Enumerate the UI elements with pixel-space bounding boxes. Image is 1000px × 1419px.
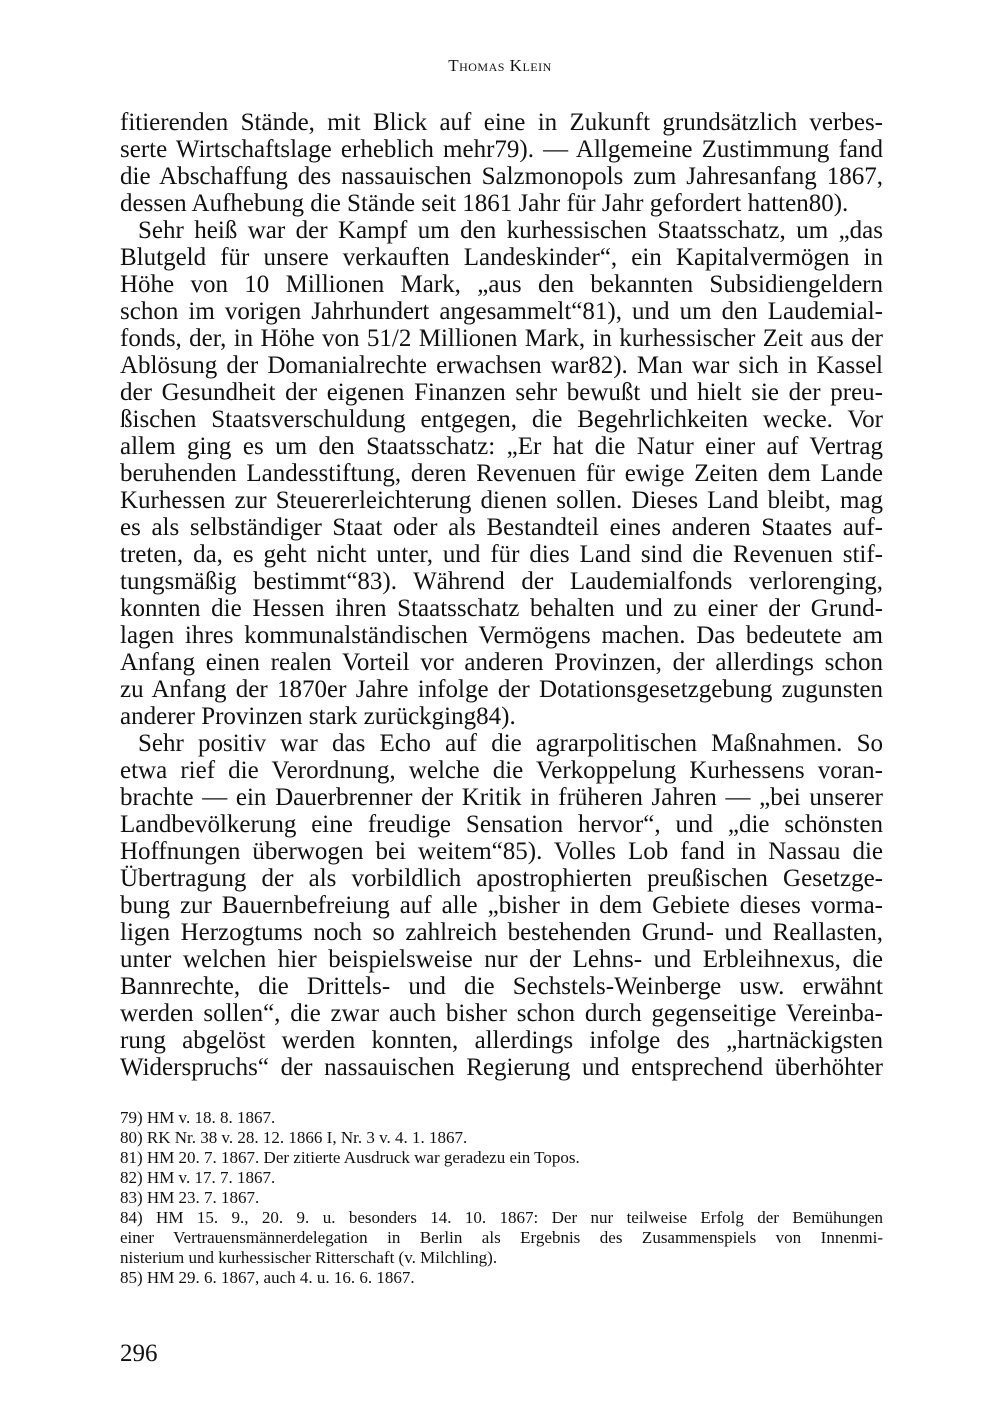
text-line: ßischen Staatsverschuldung entgegen, die Begehrlichkeiten wecke. Vor [120,406,883,433]
footnote-line: 80) RK Nr. 38 v. 28. 12. 1866 I, Nr. 3 v. 4. 1. 1867. [120,1128,468,1147]
text-line: fitierenden Stände, mit Blick auf eine in Zukunft grundsätzlich verbes- [120,109,883,136]
footnote-line: einer Vertrauensmännerdelegation in Berlin als Ergebnis des Zusammenspiels von Innenmi- [120,1228,883,1247]
text-line: Sehr positiv war das Echo auf die agrarpolitischen Maßnahmen. So [138,730,883,757]
footnote-line: 82) HM v. 17. 7. 1867. [120,1168,276,1187]
text-line: werden sollen“, die zwar auch bisher schon durch gegenseitige Vereinba- [120,1000,883,1027]
text-line: ligen Herzogtums noch so zahlreich bestehenden Grund- und Reallasten, [120,919,883,946]
main-text [120,109,883,1081]
text-line: tungsmäßig bestimmt“83). Während der Laudemialfonds verlorenging, [120,568,883,595]
text-line: lagen ihres kommunalständischen Vermögens machen. Das bedeutete am [120,622,883,649]
footnote-line: 81) HM 20. 7. 1867. Der zitierte Ausdruck war geradezu ein Topos. [120,1148,580,1167]
text-line: es als selbständiger Staat oder als Bestandteil eines anderen Staates auf- [120,514,883,541]
text-line: dessen Aufhebung die Stände seit 1861 Jahr für Jahr gefordert hatten80). [120,190,849,217]
text-line: treten, da, es geht nicht unter, und für dies Land sind die Revenuen stif- [120,541,883,568]
running-head: Thomas Klein [448,56,552,75]
text-line: zu Anfang der 1870er Jahre infolge der Dotationsgesetzgebung zugunsten [120,676,883,703]
text-line: konnten die Hessen ihren Staatsschatz behalten und zu einer der Grund- [120,595,883,622]
text-line: der Gesundheit der eigenen Finanzen sehr bewußt und hielt sie der preu- [120,379,883,406]
text-line: allem ging es um den Staatsschatz: „Er hat die Natur einer auf Vertrag [120,433,883,460]
text-line: beruhenden Landesstiftung, deren Revenuen für ewige Zeiten dem Lande [120,460,883,487]
footnotes [120,1108,883,1288]
footnote-line: 83) HM 23. 7. 1867. [120,1188,260,1207]
text-line: Blutgeld für unsere verkauften Landeskinder“, ein Kapitalvermögen in [120,244,883,271]
footnote-line: 84) HM 15. 9., 20. 9. u. besonders 14. 10. 1867: Der nur teilweise Erfolg der Bemühungen [120,1208,883,1227]
text-line: Widerspruchs“ der nassauischen Regierung und entsprechend überhöhter [120,1054,883,1081]
text-line: brachte — ein Dauerbrenner der Kritik in früheren Jahren — „bei unserer [120,784,883,811]
text-line: schon im vorigen Jahrhundert angesammelt“81), und um den Laudemial- [120,298,883,325]
text-line: Ablösung der Domanialrechte erwachsen war82). Man war sich in Kassel [120,352,883,379]
text-line: bung zur Bauernbefreiung auf alle „bisher in dem Gebiete dieses vorma- [120,892,883,919]
text-line: fonds, der, in Höhe von 51/2 Millionen Mark, in kurhessischer Zeit aus der [120,325,883,352]
text-line: etwa rief die Verordnung, welche die Verkoppelung Kurhessens voran- [120,757,883,784]
footnote-line: 85) HM 29. 6. 1867, auch 4. u. 16. 6. 1867. [120,1268,415,1287]
text-line: Kurhessen zur Steuererleichterung dienen sollen. Dieses Land bleibt, mag [120,487,883,514]
text-line: die Abschaffung des nassauischen Salzmonopols zum Jahresanfang 1867, [120,163,883,190]
text-line: Höhe von 10 Millionen Mark, „aus den bekannten Subsidiengeldern [120,271,883,298]
text-line: anderer Provinzen stark zurückging84). [120,703,516,730]
page-number: 296 [120,1340,158,1367]
text-line: Bannrechte, die Drittels- und die Sechstels-Weinberge usw. erwähnt [120,973,883,1000]
footnote-line: 79) HM v. 18. 8. 1867. [120,1108,276,1127]
footnote-line: nisterium und kurhessischer Ritterschaft (v. Milchling). [120,1248,498,1267]
text-line: rung abgelöst werden konnten, allerdings infolge des „hartnäckigsten [120,1027,883,1054]
text-line: Anfang einen realen Vorteil vor anderen Provinzen, der allerdings schon [120,649,883,676]
text-line: unter welchen hier beispielsweise nur der Lehns- und Erbleihnexus, die [120,946,883,973]
text-line: Hoffnungen überwogen bei weitem“85). Volles Lob fand in Nassau die [120,838,883,865]
text-line: Sehr heiß war der Kampf um den kurhessischen Staatsschatz, um „das [138,217,883,244]
text-line: Landbevölkerung eine freudige Sensation hervor“, und „die schönsten [120,811,883,838]
text-line: Übertragung der als vorbildlich apostrophierten preußischen Gesetzge- [120,865,883,892]
text-line: serte Wirtschaftslage erheblich mehr79). — Allgemeine Zustimmung fand [120,136,883,163]
